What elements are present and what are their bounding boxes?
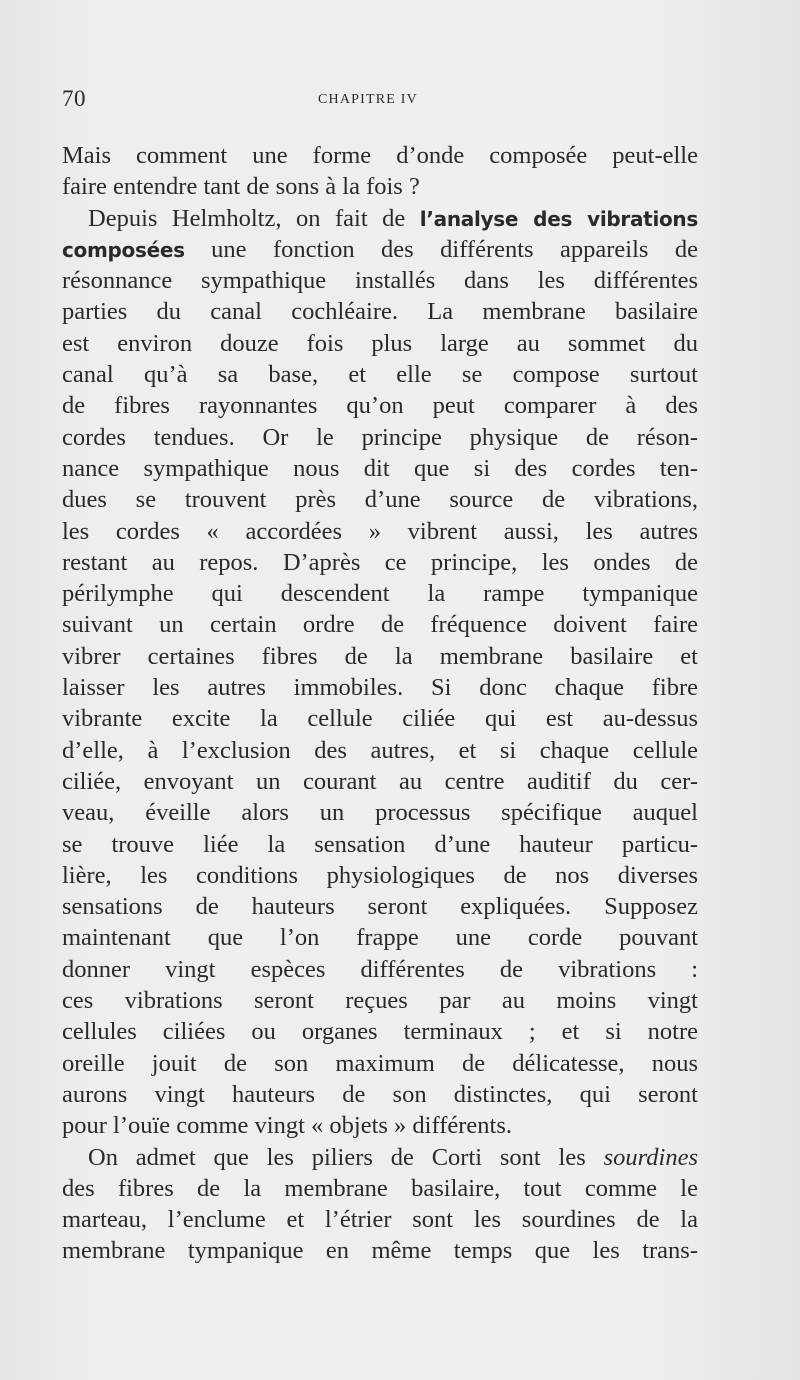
text-line — [62, 1142, 698, 1173]
text-line: d’elle, à l’exclusion des autres, et si chaque cellule — [62, 736, 698, 764]
text-line: parties du canal cochléaire. La membrane basilaire — [62, 298, 698, 326]
text-line: ces vibrations seront reçues par au moins vingt — [62, 987, 698, 1015]
text-line: vibrante excite la cellule ciliée qui est au-dessus — [62, 705, 698, 733]
text-line: cordes tendues. Or le principe physique de réson- — [62, 423, 698, 451]
text-line: membrane tympanique en même temps que les trans- — [62, 1237, 698, 1265]
text-line: périlymphe qui descendent la rampe tympanique — [62, 580, 698, 608]
text-line: aurons vingt hauteurs de son distinctes, qui seront — [62, 1080, 698, 1108]
italic-word: sourdines — [603, 1143, 698, 1171]
bold-phrase: composées — [62, 237, 185, 262]
text-line: Mais comment une forme d’onde composée peut-elle — [62, 142, 698, 169]
page-number: 70 — [62, 86, 86, 111]
text-line: suivant un certain ordre de fréquence doivent faire — [62, 611, 698, 639]
text-line: maintenant que l’on frappe une corde pouvant — [62, 924, 698, 952]
text-line: veau, éveille alors un processus spécifique auquel — [62, 799, 698, 827]
text-line — [62, 203, 698, 234]
text-line: dues se trouvent près d’une source de vibrations, — [62, 486, 698, 514]
text-line: lière, les conditions physiologiques de nos diverses — [62, 861, 698, 889]
text-line — [62, 234, 698, 265]
text-line: oreille jouit de son maximum de délicatesse, nous — [62, 1049, 698, 1077]
text-line: les cordes « accordées » vibrent aussi, les autres — [62, 517, 698, 545]
text-run: une fonction des différents appareils de — [184, 235, 698, 263]
text-line: résonnance sympathique installés dans les différentes — [62, 267, 698, 295]
text-line: pour l’ouïe comme vingt « objets » différents. — [62, 1112, 512, 1140]
text-line: canal qu’à sa base, et elle se compose surtout — [62, 361, 698, 389]
text-line: nance sympathique nous dit que si des cordes ten- — [62, 454, 698, 482]
text-line: ciliée, envoyant un courant au centre auditif du cer- — [62, 767, 698, 795]
text-line: donner vingt espèces différentes de vibrations : — [62, 955, 698, 983]
text-line: cellules ciliées ou organes terminaux ; et si notre — [62, 1018, 698, 1046]
running-head: CHAPITRE IV — [318, 92, 418, 107]
text-run: On admet que les piliers de Corti sont les — [88, 1143, 604, 1171]
bold-phrase: l’analyse des vibrations — [419, 206, 698, 231]
text-line: faire entendre tant de sons à la fois ? — [62, 173, 420, 201]
body-text — [62, 140, 698, 1267]
text-line: de fibres rayonnantes qu’on peut comparer à des — [62, 392, 698, 420]
text-line: vibrer certaines fibres de la membrane basilaire et — [62, 642, 698, 670]
text-line: marteau, l’enclume et l’étrier sont les sourdines de la — [62, 1206, 698, 1234]
page-header — [62, 86, 698, 116]
text-line: restant au repos. D’après ce principe, les ondes de — [62, 548, 698, 576]
text-line: se trouve liée la sensation d’une hauteur particu- — [62, 830, 698, 858]
text-run: Depuis Helmholtz, on fait de — [88, 204, 420, 232]
text-line: sensations de hauteurs seront expliquées. Supposez — [62, 893, 698, 921]
text-line: des fibres de la membrane basilaire, tout comme le — [62, 1174, 698, 1202]
text-line: laisser les autres immobiles. Si donc chaque fibre — [62, 674, 698, 702]
text-line: est environ douze fois plus large au sommet du — [62, 329, 698, 357]
